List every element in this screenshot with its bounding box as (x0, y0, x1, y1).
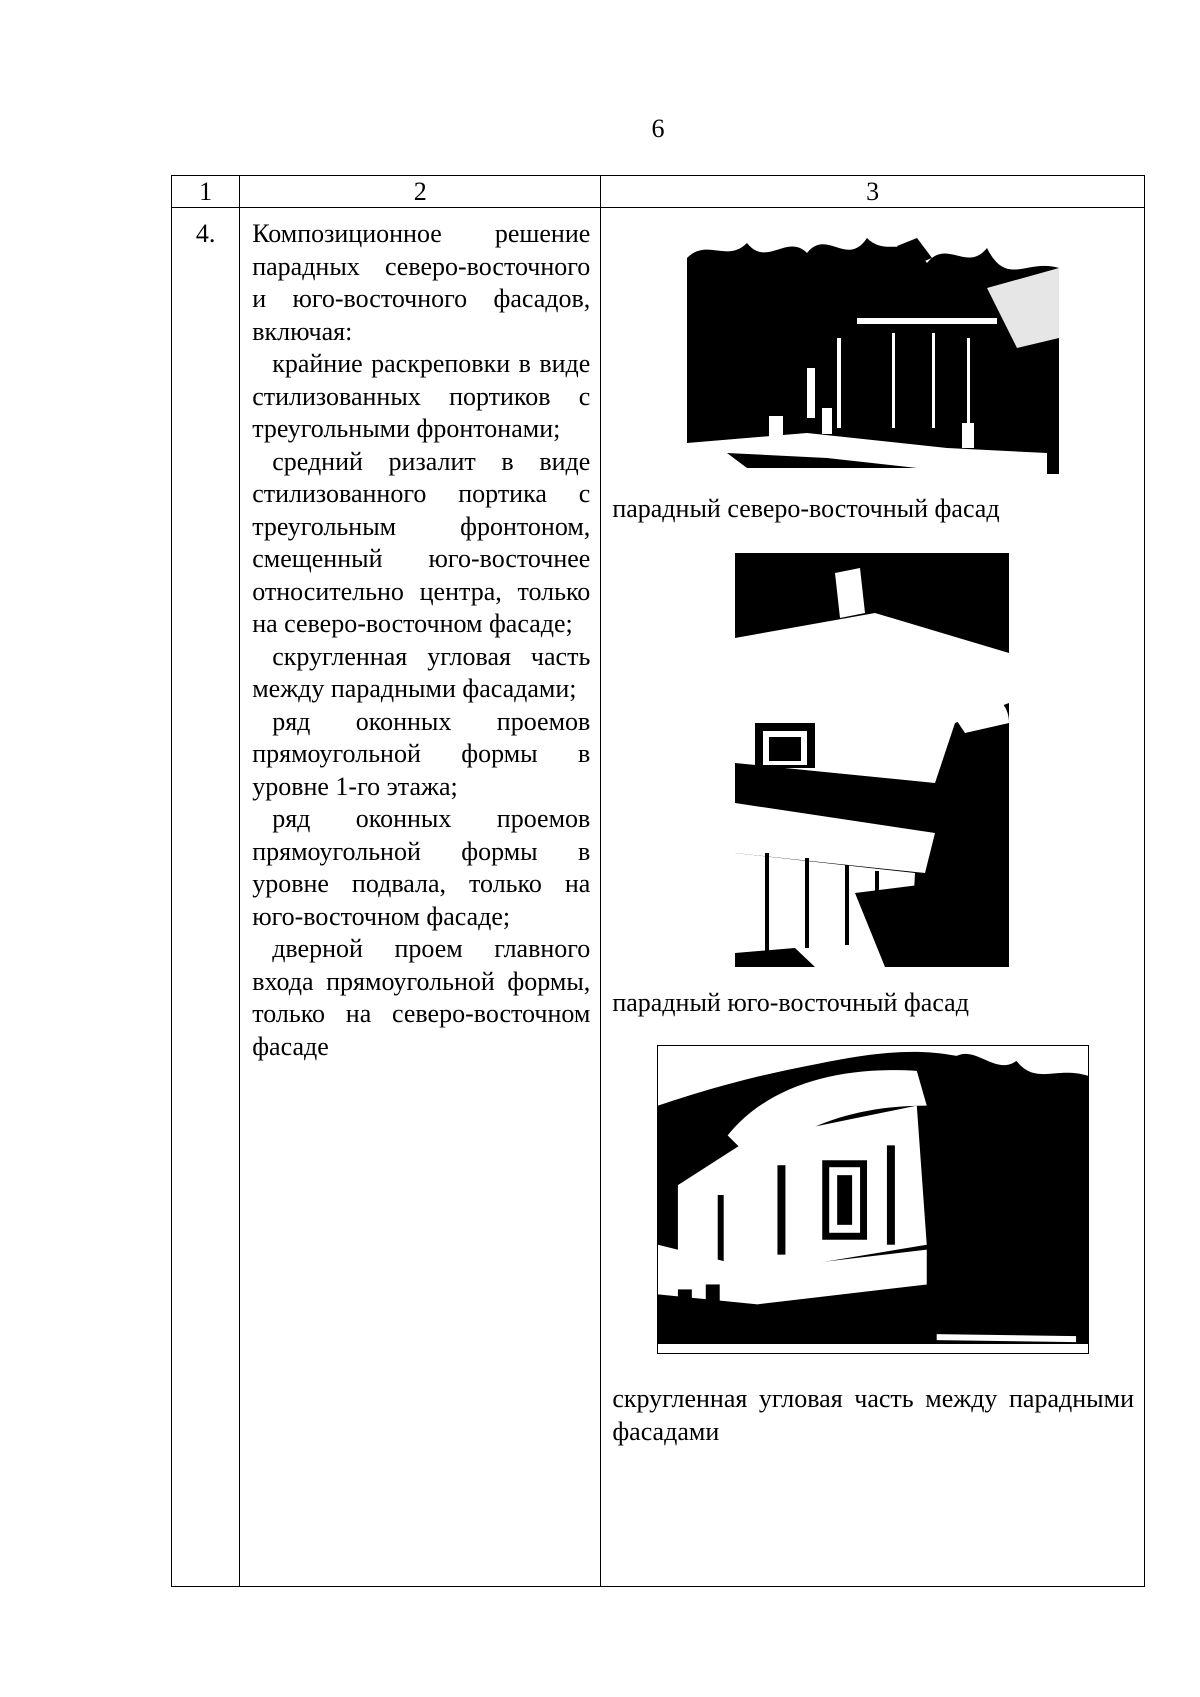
page-number: 6 (651, 114, 665, 143)
column-header-1: 1 (172, 176, 240, 208)
photo-caption: парадный северо-восточный фасад (612, 494, 1000, 523)
photo-caption: скругленная угловая часть между парадными фасадами (612, 1384, 1134, 1446)
photo-northeast-facade (687, 228, 1059, 474)
object-description-table (171, 175, 1145, 1587)
description-item: крайние раскреповки в виде стилизованных портиков с треугольными фронтонами; (252, 349, 591, 443)
photo-caption: парадный юго-восточный фасад (612, 988, 969, 1017)
description-item: дверной проем главного входа прямоугольной формы, только на северо-восточном фасаде (252, 934, 591, 1061)
description-item: скругленная угловая часть между парадными фасадами; (252, 641, 591, 703)
description-intro: Композиционное решение парадных северо-восточного и юго-восточного фасадов, включая: (252, 219, 591, 346)
photo-southeast-facade (735, 553, 1009, 967)
description-item: ряд оконных проемов прямоугольной формы в уровне подвала, только на юго-восточном фасаде; (252, 804, 591, 931)
description-item: средний ризалит в виде стилизованного портика с треугольным фронтоном, смещенный юго-восточнее относительно центра, только на северо-восточном фасаде; (252, 446, 591, 638)
row-photos (601, 208, 1145, 1587)
table-row (172, 208, 1145, 1587)
row-description (240, 208, 601, 1587)
table-header-row (172, 176, 1145, 208)
row-number: 4. (172, 208, 240, 1587)
photo-rounded-corner (657, 1045, 1089, 1354)
column-header-3: 3 (601, 176, 1145, 208)
description-item: ряд оконных проемов прямоугольной формы в уровне 1-го этажа; (252, 706, 591, 801)
column-header-2: 2 (240, 176, 601, 208)
